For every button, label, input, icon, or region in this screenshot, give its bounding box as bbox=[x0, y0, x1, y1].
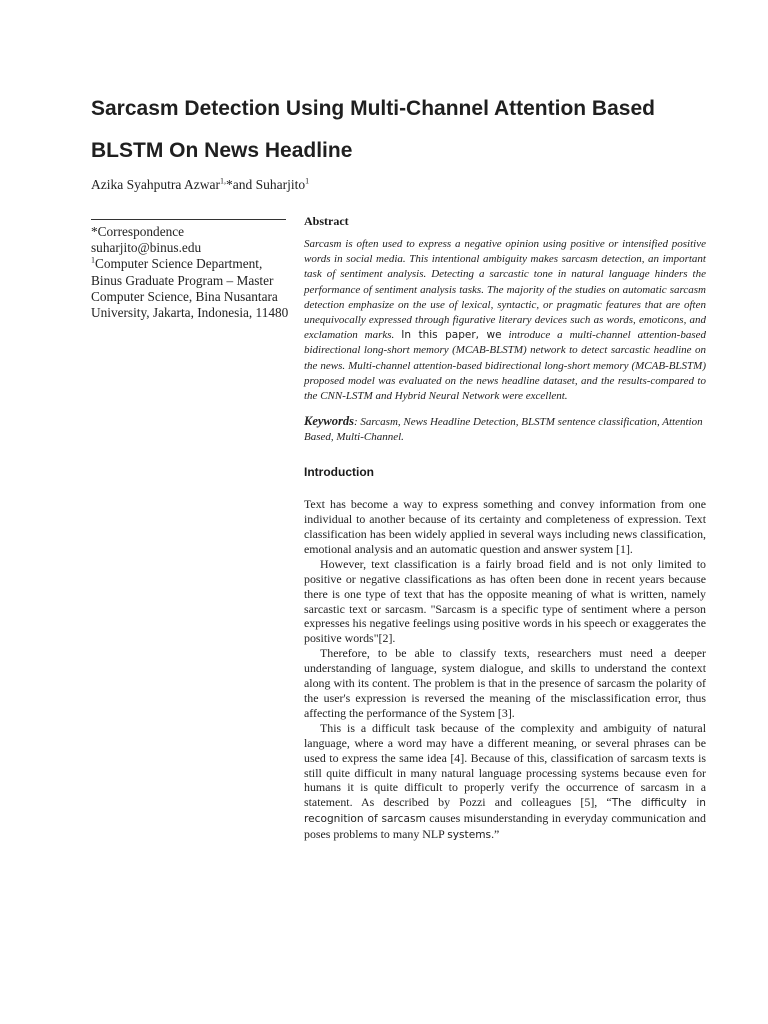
correspondence-block bbox=[91, 224, 291, 321]
affiliation bbox=[91, 256, 291, 321]
abstract-text bbox=[304, 237, 706, 404]
author-line bbox=[91, 177, 309, 193]
paragraph: Therefore, to be able to classify texts, researchers must need a deeper understanding of language, system dialogue, and skills to understand the context along with its content. The problem is that in the presence of sarcasm the polarity of the user's expression is reversed the meaning of the misclassification error, thus affecting the performance of the System [3]. bbox=[304, 646, 706, 720]
author-affiliation-mark: 1 bbox=[305, 176, 310, 186]
introduction-heading: Introduction bbox=[304, 465, 374, 480]
quoted-text: The difficulty in recognition of sarcasm bbox=[304, 797, 706, 826]
keywords-text: : Sarcasm, News Headline Detection, BLSTM sentence classification, Attention Based, Multi-Channel. bbox=[304, 416, 703, 444]
paragraph: Text has become a way to express something and convey information from one individual to another because of its certainty and completeness of expression. Text classification has been widely applied in several ways including news classification, emotional analysis and an automatic question and answer system [1]. bbox=[304, 497, 706, 556]
paragraph bbox=[304, 721, 706, 843]
correspondence-divider bbox=[91, 219, 286, 220]
quoted-text: systems bbox=[447, 829, 492, 842]
keywords bbox=[304, 414, 706, 445]
abstract-text-part: Sarcasm is often used to express a negative opinion using positive or intensified positive words in social media. This intentional ambiguity makes sarcasm detection, an important task of sentiment analysis. Detecting a sarcastic tone in natural language hinders the performance of sentiment analysis tasks. The majority of the studies on automatic sarcasm detection emphasize on the use of lexical, syntactic, or pragmatic features that are often unequivocally expressed through figurative literary devices such as words, emoticons, and exclamation marks. bbox=[304, 238, 706, 342]
paper-title: Sarcasm Detection Using Multi-Channel Attention Based BLSTM On News Headline bbox=[91, 97, 655, 162]
introduction-body bbox=[304, 497, 706, 843]
keywords-label: Keywords bbox=[304, 414, 354, 429]
paragraph-text: .” bbox=[491, 827, 500, 842]
abstract-heading: Abstract bbox=[304, 214, 349, 228]
main-column bbox=[304, 214, 706, 843]
paragraph-text: This is a difficult task because of the complexity and ambiguity of natural language, where a word may have a different meaning, or several phrases can be used to express the same idea [4]. Because of this, classification of sarcasm texts is still quite difficult in many natural language processing systems because even for humans it is quite difficult to properly verify the occurrence of sarcasm in a statement. As described by Pozzi and colleagues [5], “ bbox=[304, 720, 706, 810]
affiliation-mark: 1 bbox=[91, 255, 95, 265]
correspondence-email: suharjito@binus.edu bbox=[91, 240, 202, 256]
author-name: Azika Syahputra Azwar bbox=[91, 177, 220, 192]
abstract-text-part: introduce a multi-channel attention-based bidirectional long-short memory (MCAB-BLSTM) network to detect sarcastic headline on the news. Multi-channel attention-based bidirectional long-short memory (MCAB-BLSTM) proposed model was evaluated on the news headline dataset, and the results-compared to the CNN-LSTM and Hybrid Neural Network were excellent. bbox=[304, 329, 707, 403]
author-connector: *and Suharjito bbox=[225, 177, 306, 192]
author-affiliation-mark: 1, bbox=[219, 176, 226, 186]
paragraph-text: causes misunderstanding in everyday communication and poses problems to many NLP bbox=[304, 811, 706, 842]
abstract-text-upright: In this paper, we bbox=[401, 329, 502, 342]
paragraph: However, text classification is a fairly broad field and is not only limited to positive or negative classifications as has often been done in recent years because there is one type of text that has the opposite meaning of what is written, namely sarcastic text or sarcasm. "Sarcasm is a specific type of sentiment where a person expresses his negative feelings using positive words in his speech or exaggerates the positive words"[2]. bbox=[304, 556, 706, 646]
correspondence-label: *Correspondence bbox=[91, 224, 185, 239]
affiliation-text: Computer Science Department, Binus Graduate Program – Master Computer Science, Bina Nusantara University, Jakarta, Indonesia, 11480 bbox=[91, 256, 289, 321]
